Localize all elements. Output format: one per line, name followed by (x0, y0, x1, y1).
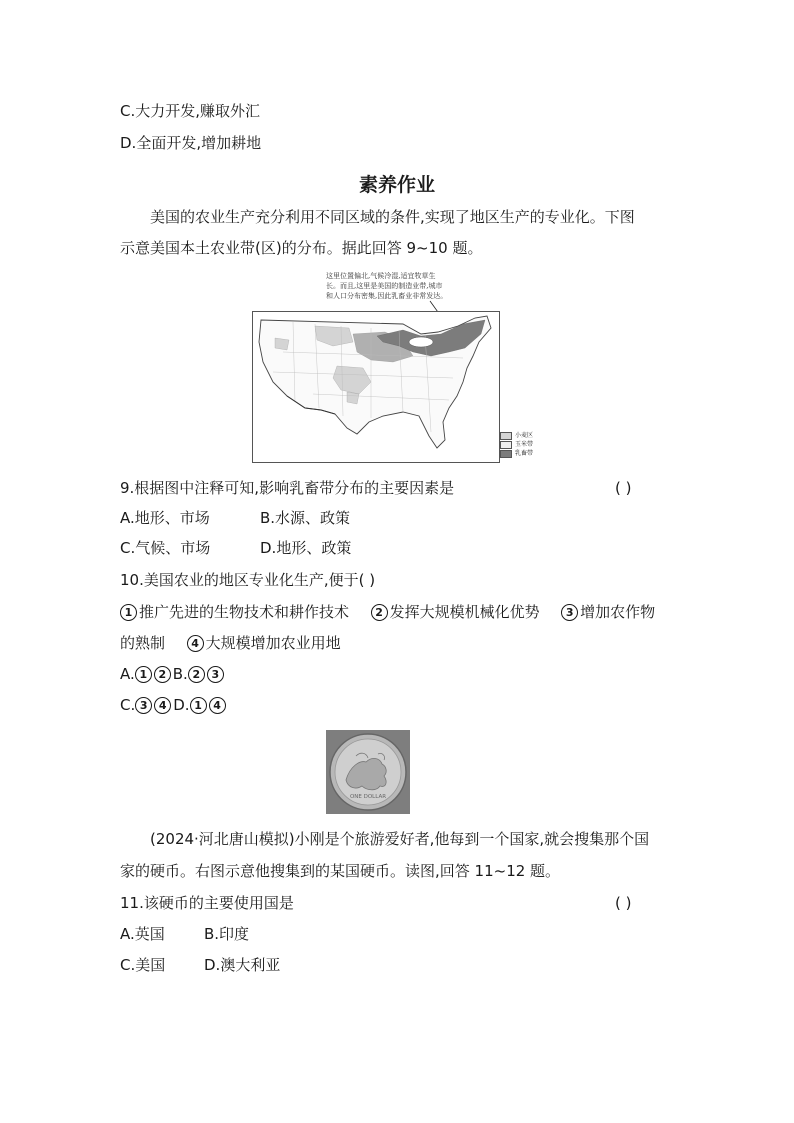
section-title: 素养作业 (358, 174, 435, 196)
great-lakes (409, 337, 433, 347)
legend-wheat-label: 小麦区 (515, 432, 534, 439)
q11-option-b: B.印度 (204, 925, 250, 943)
q9-answer-paren: ( ) (615, 479, 632, 497)
map-annotation-line-2: 长。而且,这里是美国的制造业带,城市 (326, 282, 443, 290)
wheat-region-south (347, 392, 359, 404)
intro-line-2: 示意美国本土农业带(区)的分布。据此回答 9~10 题。 (120, 239, 483, 257)
circled-number-3: 3 (561, 604, 578, 621)
q11-intro-line-1: (2024·河北唐山模拟)小刚是个旅游爱好者,他每到一个国家,就会搜集那个国 (150, 830, 650, 848)
q10-d-num-1: 1 (190, 697, 207, 714)
q9-option-d: D.地形、政策 (260, 539, 352, 557)
circled-number-4: 4 (187, 635, 204, 652)
q10-stem: 10.美国农业的地区专业化生产,便于( ) (120, 571, 376, 589)
q10-option-a-label: A. (120, 665, 135, 683)
option-c-top: C.大力开发,赚取外汇 (120, 102, 261, 120)
q10-b-num-2: 2 (188, 666, 205, 683)
q10-c-num-3: 3 (135, 697, 152, 714)
q10-option-d-label: D. (173, 696, 190, 714)
legend-corn (500, 440, 533, 449)
q10-d-num-4: 4 (209, 697, 226, 714)
circled-number-1: 1 (120, 604, 137, 621)
usa-map-svg (253, 312, 499, 462)
legend-wheat (500, 431, 533, 440)
q10-option-b-label: B. (172, 665, 188, 683)
legend-dairy-label: 乳畜带 (515, 450, 534, 457)
q11-option-c: C.美国 (120, 956, 166, 974)
q10-statements-line-1 (120, 602, 655, 622)
legend-dairy (500, 449, 533, 458)
q10-statement-3-cont: 的熟制 (120, 634, 166, 652)
map-legend (500, 431, 533, 458)
wheat-region-west (275, 338, 289, 350)
q11-answer-paren: ( ) (615, 894, 632, 912)
legend-dairy-swatch (500, 450, 512, 458)
q10-statement-1: 推广先进的生物技术和耕作技术 (139, 603, 350, 621)
legend-corn-label: 玉米带 (515, 441, 534, 448)
coin-photo (326, 730, 410, 814)
circled-number-2: 2 (371, 604, 388, 621)
q9-options-row-1 (120, 508, 350, 528)
q11-options-row-1 (120, 924, 249, 944)
q11-option-a: A.英国 (120, 925, 165, 943)
q10-a-num-1: 1 (135, 666, 152, 683)
q11-stem: 11.该硬币的主要使用国是 (120, 894, 294, 912)
intro-line-1: 美国的农业生产充分利用不同区域的条件,实现了地区生产的专业化。下图 (150, 208, 635, 226)
legend-wheat-swatch (500, 432, 512, 440)
q9-option-b: B.水源、政策 (260, 509, 351, 527)
q11-intro-line-2: 家的硬币。右图示意他搜集到的某国硬币。读图,回答 11~12 题。 (120, 862, 561, 880)
q11-options-row-2 (120, 955, 280, 975)
q10-a-num-2: 2 (154, 666, 171, 683)
q10-statement-3: 增加农作物 (580, 603, 656, 621)
q9-option-c: C.气候、市场 (120, 539, 211, 557)
q10-statements-line-2 (120, 633, 341, 653)
q10-statement-2: 发挥大规模机械化优势 (389, 603, 540, 621)
map-annotation-line-1: 这里位置偏北,气候冷湿,适宜牧草生 (326, 272, 436, 280)
map-annotation-line-3: 和人口分布密集,因此乳畜业非常发达。 (326, 292, 448, 300)
q9-option-a: A.地形、市场 (120, 509, 210, 527)
coin-text: ONE DOLLAR (349, 794, 387, 800)
q10-options-row-1 (120, 664, 226, 684)
legend-corn-swatch (500, 441, 512, 449)
q10-option-c-label: C. (120, 696, 136, 714)
q11-option-d: D.澳大利亚 (204, 956, 281, 974)
q10-statement-4: 大规模增加农业用地 (205, 634, 341, 652)
option-d-top: D.全面开发,增加耕地 (120, 134, 262, 152)
q10-c-num-4: 4 (154, 697, 171, 714)
q10-b-num-3: 3 (207, 666, 224, 683)
q10-options-row-2 (120, 695, 228, 715)
usa-agriculture-map (252, 311, 500, 463)
coin-svg (326, 730, 410, 814)
q9-stem: 9.根据图中注释可知,影响乳畜带分布的主要因素是 (120, 479, 455, 497)
q9-options-row-2 (120, 538, 351, 558)
